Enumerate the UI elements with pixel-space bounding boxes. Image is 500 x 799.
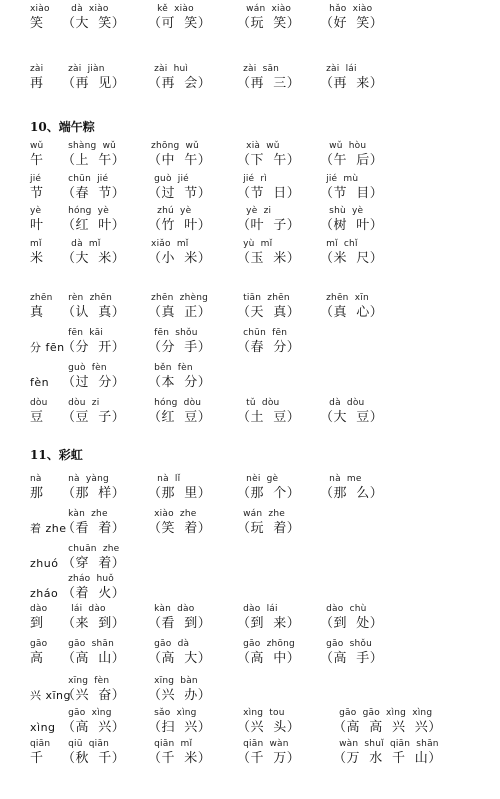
pinyin: dào lái <box>237 604 278 614</box>
pinyin: gāo xìng <box>62 708 112 718</box>
hanzi: 高 <box>30 651 44 666</box>
hanzi: （看 着） <box>62 521 126 536</box>
word-group <box>320 292 383 322</box>
word-group <box>62 707 125 737</box>
word-group <box>237 603 300 633</box>
pinyin: qiū qiān <box>62 739 109 749</box>
word-group <box>237 173 300 203</box>
word-group <box>237 63 300 93</box>
pinyin: xīng bàn <box>148 676 198 686</box>
hanzi: 那 <box>30 486 44 501</box>
hanzi: （那 个） <box>237 486 301 501</box>
pinyin: xiào <box>30 4 50 14</box>
hanzi: zháo <box>30 587 59 600</box>
hanzi: （再 会） <box>148 76 212 91</box>
hanzi: （玉 米） <box>237 251 301 266</box>
hanzi: 豆 <box>30 410 44 425</box>
hanzi: （穿 着） <box>62 556 126 571</box>
pinyin: mǐ <box>30 239 42 249</box>
pinyin: zhōng wǔ <box>148 141 199 151</box>
section-heading: 10、端午粽 <box>30 120 95 134</box>
pinyin: nà yàng <box>62 474 109 484</box>
word-group <box>148 140 211 170</box>
hanzi: （高 中） <box>237 651 301 666</box>
word-group <box>148 603 211 633</box>
hanzi: （认 真） <box>62 305 126 320</box>
hanzi: （中 午） <box>148 153 212 168</box>
hanzi: （来 到） <box>62 616 126 631</box>
pinyin: dà xiào <box>62 4 109 14</box>
pinyin: hóng yè <box>62 206 109 216</box>
hanzi: （兴 奋） <box>62 688 126 703</box>
pinyin: fēn kāi <box>62 328 104 338</box>
vocab-row <box>0 292 500 322</box>
word-group <box>148 508 211 538</box>
pinyin: jié mù <box>320 174 359 184</box>
word-group <box>148 173 211 203</box>
pinyin <box>30 573 58 585</box>
hanzi: （分 开） <box>62 340 126 355</box>
hanzi: （到 来） <box>237 616 301 631</box>
vocab-row <box>0 327 500 357</box>
vocab-row <box>0 508 500 538</box>
pinyin: xià wǔ <box>237 141 280 151</box>
pinyin: dà dòu <box>320 398 365 408</box>
hanzi: （着 火） <box>62 586 126 601</box>
vocab-row <box>0 205 500 235</box>
vocab-row <box>0 573 500 603</box>
hanzi: （万 水 千 山） <box>333 751 442 766</box>
pinyin: nà <box>30 474 42 484</box>
pinyin: qiān mǐ <box>148 739 193 749</box>
hanzi: 到 <box>30 616 44 631</box>
word-group <box>148 397 211 427</box>
hanzi: （午 后） <box>320 153 384 168</box>
pinyin: fēn shǒu <box>148 328 198 338</box>
vocab-row <box>0 675 500 705</box>
headword <box>30 205 44 235</box>
hanzi: 笑 <box>30 16 44 31</box>
word-group <box>62 603 125 633</box>
hanzi: 真 <box>30 305 44 320</box>
word-group <box>320 140 383 170</box>
word-group <box>148 292 211 322</box>
hanzi: （千 米） <box>148 751 212 766</box>
hanzi: （天 真） <box>237 305 301 320</box>
pinyin: zài jiàn <box>62 64 105 74</box>
headword <box>30 140 44 170</box>
word-group <box>237 638 300 668</box>
pinyin: jié <box>30 174 42 184</box>
word-group <box>320 63 383 93</box>
hanzi: （笑 着） <box>148 521 212 536</box>
pinyin: zài lái <box>320 64 357 74</box>
pinyin <box>30 327 65 339</box>
hanzi: （树 叶） <box>320 218 384 233</box>
pinyin: gāo <box>30 639 48 649</box>
word-group <box>237 707 300 737</box>
pinyin: yù mǐ <box>237 239 273 249</box>
word-group <box>148 205 211 235</box>
hanzi: （那 里） <box>148 486 212 501</box>
pinyin: gāo gāo xìng xìng <box>333 708 433 718</box>
hanzi: （春 分） <box>237 340 301 355</box>
pinyin: dòu <box>30 398 48 408</box>
pinyin: gāo shān <box>62 639 114 649</box>
hanzi: （叶 子） <box>237 218 301 233</box>
pinyin <box>30 543 58 555</box>
hanzi: （小 米） <box>148 251 212 266</box>
hanzi: （真 正） <box>148 305 212 320</box>
hanzi: （上 午） <box>62 153 126 168</box>
hanzi: 叶 <box>30 218 44 233</box>
hanzi: （到 处） <box>320 616 384 631</box>
pinyin: jié rì <box>237 174 267 184</box>
hanzi: （高 高 兴 兴） <box>333 720 442 735</box>
word-group <box>148 362 211 392</box>
pinyin: lái dào <box>62 604 106 614</box>
headword <box>30 573 58 603</box>
hanzi: （看 到） <box>148 616 212 631</box>
vocab-row <box>0 3 500 33</box>
hanzi: （分 手） <box>148 340 212 355</box>
headword <box>30 707 56 737</box>
hanzi: （高 山） <box>62 651 126 666</box>
pinyin: yè <box>30 206 42 216</box>
word-group <box>148 707 211 737</box>
word-group <box>148 473 211 503</box>
pinyin: xīng fèn <box>62 676 110 686</box>
word-group <box>320 473 383 503</box>
vocab-row <box>0 397 500 427</box>
hanzi: （过 节） <box>148 186 212 201</box>
headword <box>30 238 44 268</box>
word-group <box>320 603 383 633</box>
pinyin: qiān <box>30 739 51 749</box>
hanzi: （再 见） <box>62 76 126 91</box>
pinyin: zhú yè <box>148 206 192 216</box>
hanzi: （高 手） <box>320 651 384 666</box>
hanzi: 午 <box>30 153 44 168</box>
word-group <box>62 362 125 392</box>
pinyin: rèn zhēn <box>62 293 113 303</box>
pinyin: dào chù <box>320 604 367 614</box>
pinyin: zài <box>30 64 44 74</box>
word-group <box>237 397 300 427</box>
vocab-row <box>0 173 500 203</box>
hanzi: （节 日） <box>237 186 301 201</box>
hanzi: （再 三） <box>237 76 301 91</box>
word-group <box>62 63 125 93</box>
hanzi: （节 目） <box>320 186 384 201</box>
word-group <box>148 238 211 268</box>
headword <box>30 292 52 322</box>
word-group <box>148 63 211 93</box>
word-group <box>62 573 125 603</box>
hanzi: （红 豆） <box>148 410 212 425</box>
hanzi: （红 叶） <box>62 218 126 233</box>
vocab-row <box>0 473 500 503</box>
word-group <box>62 473 125 503</box>
word-group <box>62 292 125 322</box>
pinyin: hǎo xiào <box>320 4 373 14</box>
pinyin: zài sān <box>237 64 280 74</box>
headword <box>30 3 50 33</box>
hanzi: 千 <box>30 751 44 766</box>
hanzi: （豆 子） <box>62 410 126 425</box>
pinyin: wán xiào <box>237 4 292 14</box>
pinyin: tǔ dòu <box>237 398 280 408</box>
word-group <box>333 707 442 737</box>
pinyin: dà mǐ <box>62 239 101 249</box>
headword <box>30 397 48 427</box>
hanzi: （大 米） <box>62 251 126 266</box>
vocab-row <box>0 543 500 573</box>
hanzi: （大 豆） <box>320 410 384 425</box>
word-group <box>62 543 125 573</box>
hanzi: （春 节） <box>62 186 126 201</box>
pinyin <box>30 707 56 719</box>
hanzi: （那 么） <box>320 486 384 501</box>
pinyin: shàng wǔ <box>62 141 117 151</box>
hanzi: （再 来） <box>320 76 384 91</box>
hanzi: 节 <box>30 186 44 201</box>
pinyin: guò jié <box>148 174 189 184</box>
vocab-row <box>0 362 500 392</box>
pinyin: zhēn <box>30 293 53 303</box>
headword <box>30 362 49 392</box>
vocab-row <box>0 603 500 633</box>
word-group <box>237 238 300 268</box>
word-group <box>237 3 300 33</box>
hanzi: （大 笑） <box>62 16 126 31</box>
word-group <box>237 205 300 235</box>
pinyin: chūn fēn <box>237 328 288 338</box>
pinyin: zài huì <box>148 64 189 74</box>
headword <box>30 173 44 203</box>
pinyin: xìng tou <box>237 708 285 718</box>
vocab-row <box>0 140 500 170</box>
pinyin: chūn jié <box>62 174 109 184</box>
word-group <box>320 397 383 427</box>
word-group <box>62 738 125 768</box>
word-group <box>62 638 125 668</box>
word-group <box>320 638 383 668</box>
word-group <box>320 238 383 268</box>
section-heading: 11、彩虹 <box>30 448 83 462</box>
hanzi: 着 zhe <box>30 522 67 535</box>
word-group <box>237 508 300 538</box>
pinyin: nà lǐ <box>148 474 181 484</box>
word-group <box>148 3 211 33</box>
hanzi: （那 样） <box>62 486 126 501</box>
hanzi: fèn <box>30 376 50 389</box>
hanzi: （米 尺） <box>320 251 384 266</box>
vocab-row <box>0 638 500 668</box>
word-group <box>237 327 300 357</box>
pinyin: qiān wàn <box>237 739 289 749</box>
hanzi: （真 心） <box>320 305 384 320</box>
hanzi: 米 <box>30 251 44 266</box>
word-group <box>237 140 300 170</box>
hanzi: （千 万） <box>237 751 301 766</box>
hanzi: （兴 头） <box>237 720 301 735</box>
pinyin: dào <box>30 604 48 614</box>
hanzi: （竹 叶） <box>148 218 212 233</box>
word-group <box>237 738 300 768</box>
pinyin: mǐ chǐ <box>320 239 358 249</box>
pinyin: tiān zhēn <box>237 293 290 303</box>
pinyin: nèi gè <box>237 474 279 484</box>
word-group <box>333 738 442 768</box>
hanzi: （高 兴） <box>62 720 126 735</box>
word-group <box>62 3 125 33</box>
pinyin: wǔ <box>30 141 44 151</box>
word-group <box>320 205 383 235</box>
pinyin: wàn shuǐ qiān shān <box>333 739 439 749</box>
pinyin: chuān zhe <box>62 544 120 554</box>
pinyin: zháo huǒ <box>62 574 115 584</box>
hanzi: （玩 笑） <box>237 16 301 31</box>
pinyin: hóng dòu <box>148 398 202 408</box>
hanzi: （玩 着） <box>237 521 301 536</box>
hanzi: （下 午） <box>237 153 301 168</box>
word-group <box>237 292 300 322</box>
pinyin: yè zi <box>237 206 272 216</box>
hanzi: zhuó <box>30 557 59 570</box>
headword <box>30 473 44 503</box>
word-group <box>62 173 125 203</box>
hanzi: xìng <box>30 721 56 734</box>
pinyin: běn fèn <box>148 363 193 373</box>
hanzi: （好 笑） <box>320 16 384 31</box>
word-group <box>62 397 125 427</box>
pinyin: zhēn xīn <box>320 293 369 303</box>
pinyin: zhēn zhèng <box>148 293 209 303</box>
pinyin: wǔ hòu <box>320 141 367 151</box>
headword <box>30 63 44 93</box>
hanzi: （过 分） <box>62 375 126 390</box>
headword <box>30 543 58 573</box>
word-group <box>148 327 211 357</box>
vocab-row <box>0 63 500 93</box>
headword <box>30 638 47 668</box>
word-group <box>148 675 211 705</box>
pinyin: dòu zi <box>62 398 100 408</box>
pinyin: gāo shǒu <box>320 639 372 649</box>
pinyin <box>30 362 49 374</box>
word-group <box>62 675 125 705</box>
hanzi: （本 分） <box>148 375 212 390</box>
hanzi: （扫 兴） <box>148 720 212 735</box>
word-group <box>62 205 125 235</box>
pinyin: kě xiào <box>148 4 194 14</box>
pinyin: gāo zhōng <box>237 639 295 649</box>
word-group <box>148 638 211 668</box>
word-group <box>148 738 211 768</box>
word-group <box>62 508 125 538</box>
word-group <box>62 238 125 268</box>
pinyin: xiào zhe <box>148 509 197 519</box>
hanzi: 再 <box>30 76 44 91</box>
word-group <box>320 173 383 203</box>
headword <box>30 738 50 768</box>
hanzi: （可 笑） <box>148 16 212 31</box>
pinyin: guò fèn <box>62 363 107 373</box>
vocab-row <box>0 738 500 768</box>
hanzi: （兴 办） <box>148 688 212 703</box>
pinyin: sǎo xìng <box>148 708 197 718</box>
headword <box>30 603 47 633</box>
pinyin: nà me <box>320 474 362 484</box>
word-group <box>237 473 300 503</box>
word-group <box>320 3 383 33</box>
pinyin: gāo dà <box>148 639 190 649</box>
hanzi: （土 豆） <box>237 410 301 425</box>
pinyin: kàn zhe <box>62 509 108 519</box>
word-group <box>62 327 125 357</box>
word-group <box>62 140 125 170</box>
pinyin: xiǎo mǐ <box>148 239 189 249</box>
hanzi: （秋 千） <box>62 751 126 766</box>
vocab-row <box>0 707 500 737</box>
pinyin: wán zhe <box>237 509 285 519</box>
hanzi: 兴 xīng <box>30 689 72 702</box>
hanzi: 分 fēn <box>30 341 65 354</box>
hanzi: （高 大） <box>148 651 212 666</box>
vocab-row <box>0 238 500 268</box>
pinyin: kàn dào <box>148 604 195 614</box>
headword <box>30 327 65 357</box>
pinyin: shù yè <box>320 206 364 216</box>
